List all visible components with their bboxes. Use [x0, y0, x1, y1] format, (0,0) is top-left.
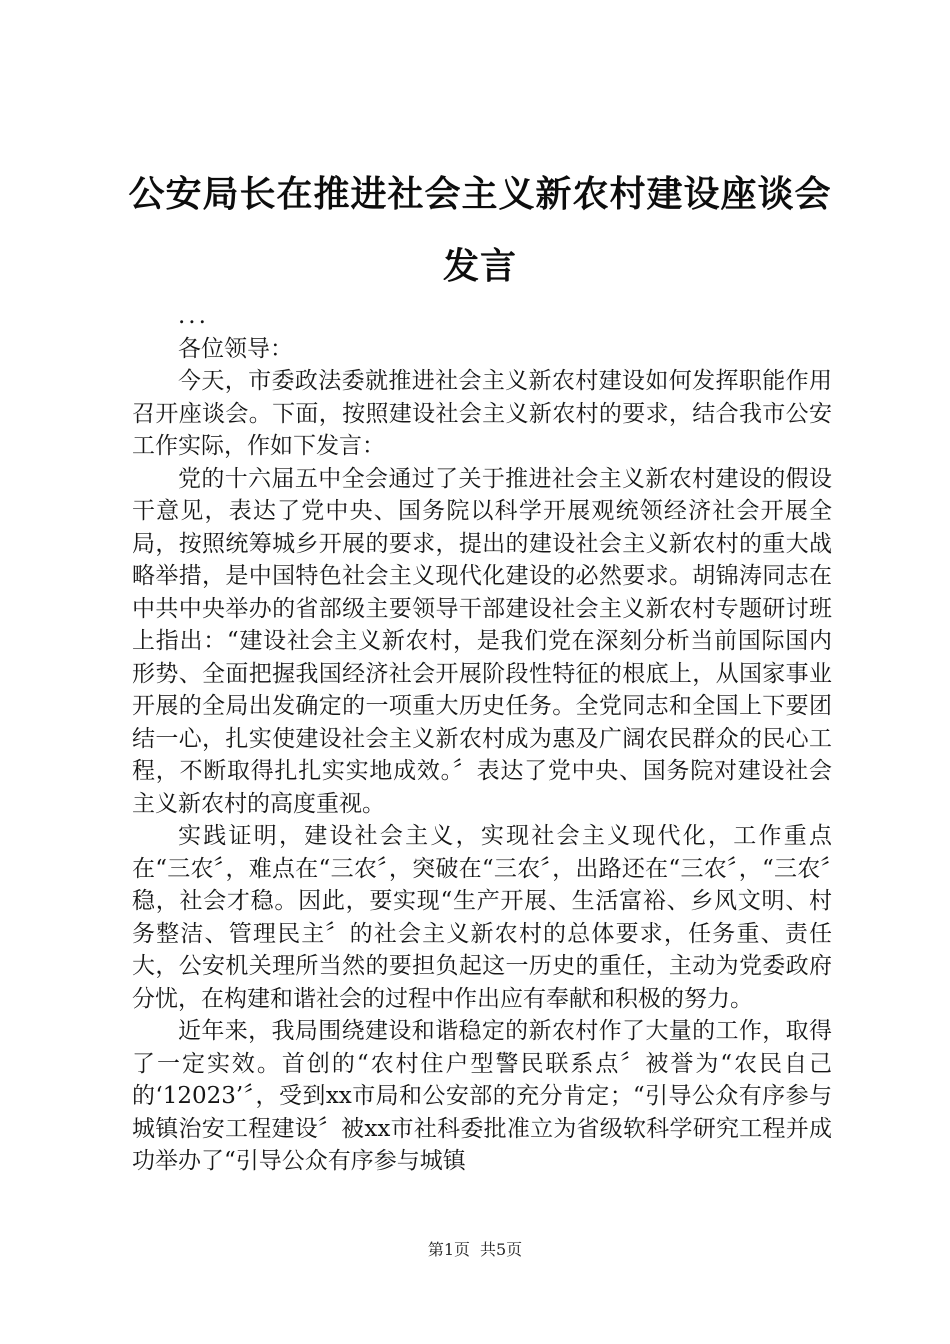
page-number: 第1页 [427, 1240, 470, 1259]
document-title: 公安局长在推进社会主义新农村建设座谈会发言 [128, 173, 832, 287]
salutation: 各位领导： [178, 335, 293, 362]
page-total: 共5页 [480, 1240, 523, 1259]
document-body [132, 300, 832, 1178]
paragraph-background: 党的十六届五中全会通过了关于推进社会主义新农村建设的假设干意见，表达了党中央、国务院以科学开展观统领经济社会开展全局，按照统筹城乡开展的要求，提出的建设社会主义新农村的重大战略举措，是中国特色社会主义现代化建设的必然要求。胡锦涛同志在中共中央举办的省部级主要领导干部建设社会主义新农村专题研讨班上指出：“建设社会主义新农村，是我们党在深刻分析当前国际国内形势、全面把握我国经济社会开展阶段性特征的根底上，从国家事业开展的全局出发确定的一项重大历史任务。全党同志和全国上下要团结一心，扎实使建设社会主义新农村成为惠及广阔农民群众的民心工程，不断取得扎扎实实地成效。〞表达了党中央、国务院对建设社会主义新农村的高度重视。 [132, 465, 832, 817]
paragraph-intro: 今天，市委政法委就推进社会主义新农村建设如何发挥职能作用召开座谈会。下面，按照建设社会主义新农村的要求，结合我市公安工作实际，作如下发言： [132, 368, 832, 459]
page-footer [0, 1240, 950, 1260]
ellipsis-line: ... [178, 303, 209, 329]
paragraph-recent-work: 近年来，我局围绕建设和谐稳定的新农村作了大量的工作，取得了一定实效。首创的“农村住户型警民联系点〞被誉为“农民自己的‘12023’〞，受到xx市局和公安部的充分肯定；“引导公众有序参与城镇治安工程建设〞被xx市社科委批准立为省级软科学研究工程并成功举办了“引导公众有序参与城镇 [132, 1018, 832, 1174]
paragraph-practice: 实践证明，建设社会主义，实现社会主义现代化，工作重点在“三农〞，难点在“三农〞，突破在“三农〞，出路还在“三农〞，“三农〞稳，社会才稳。因此，要实现“生产开展、生活富裕、乡风文明、村务整洁、管理民主〞的社会主义新农村的总体要求，任务重、责任大，公安机关理所当然的要担负起这一历史的重任，主动为党委政府分忧，在构建和谐社会的过程中作出应有奉献和积极的努力。 [132, 823, 832, 1012]
